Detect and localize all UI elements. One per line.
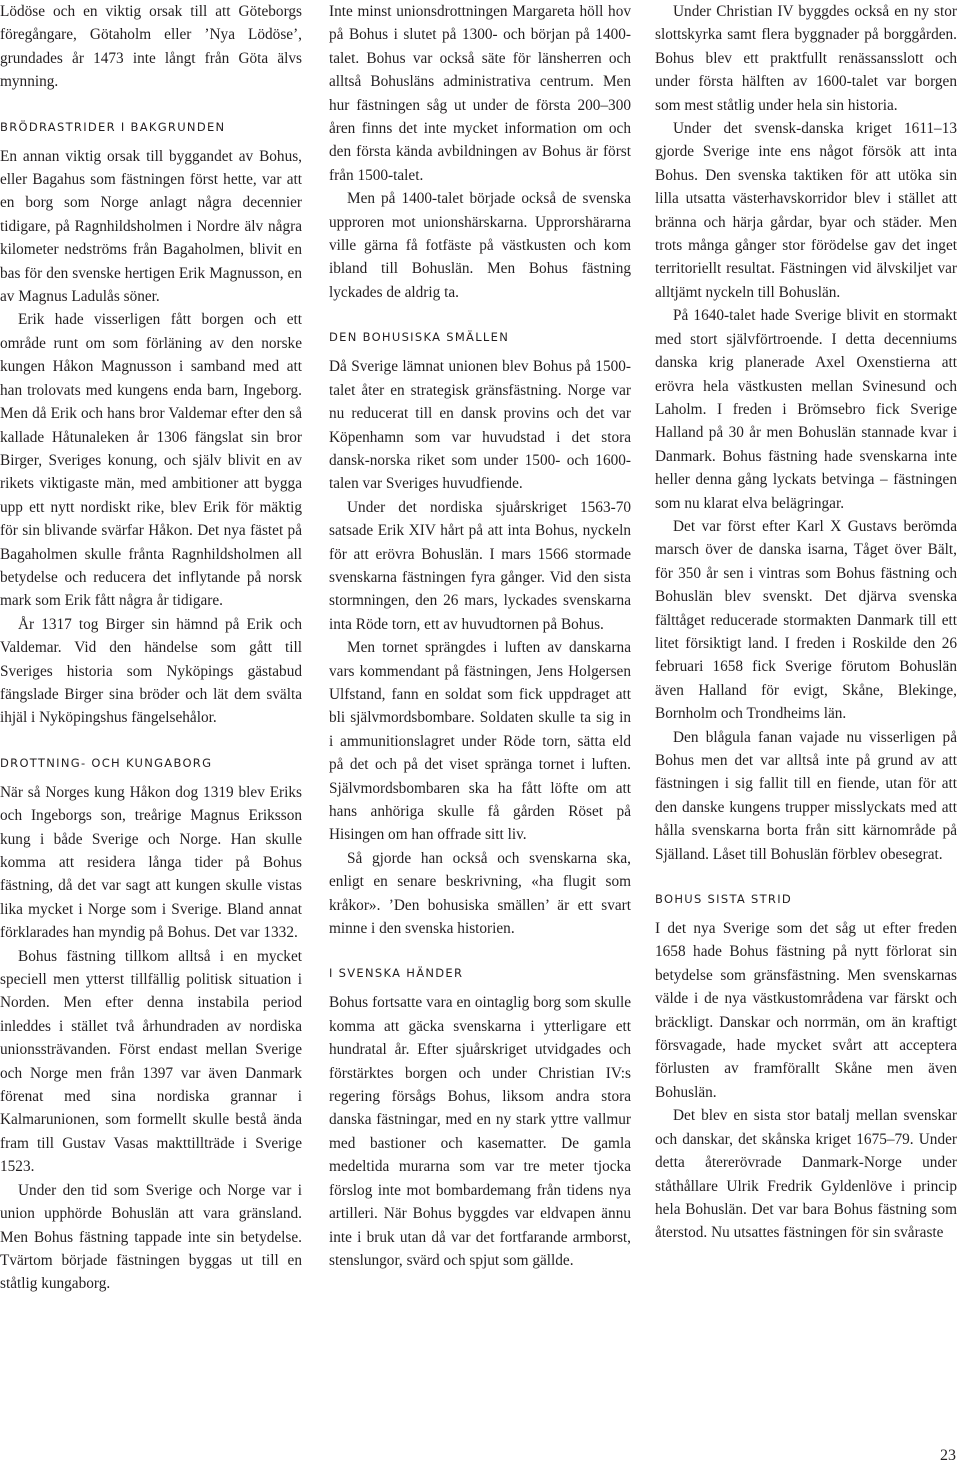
paragraph: Det var först efter Karl X Gustavs berömda marsch över de danska isarna, Tåget över Bält, för 350 år sen i vintras som Bohus fästning och Bohuslän blev svenskt. Det djärva svenska fälttåget reducerade stormakten Danmark till ett litet försiktigt land. I freden i Roskilde den 26 februari 1658 fick Sverige förutom Bohuslän även Halland för evigt, Skåne, Blekinge, Bornholm och Trondheims län.	[655, 517, 957, 723]
paragraph: Under det svensk-danska kriget 1611–13 gjorde Sverige inte ens något försök att inta Bohus. Den svenska taktiken för att utöka sin lilla utsatta västerhavskorridor blev i stället att bränna och härja gårdar, byar och städer. Men trots många gånger stor förödelse gav det inget territoriellt resultat. Fästningen vid älvskiljet var alltjämt nyckeln till Bohuslän.	[655, 120, 957, 301]
paragraph: Det blev en sista stor batalj mellan svenskar och danskar, det skånska kriget 1675–79. Under detta återerövrade Danmark-Norge under ståthållare Ulrik Fredrik Gyldenlöve i princip hela Bohuslän. Det var bara Bohus fästning som återstod. Nu utsattes fästningen för sin svåraste	[655, 1107, 957, 1242]
text-column-2	[329, 0, 631, 1430]
section-heading: BRÖDRASTRIDER I BAKGRUNDEN	[0, 119, 226, 134]
paragraph: Då Sverige lämnat unionen blev Bohus på 1500-talet åter en strategisk gränsfästning. Norge var nu reducerat till en dansk provins och det var Köpenhamn som var huvudstad i det stora dansk-norska riket som under 1500- och 1600-talen var Sveriges huvudfiende.	[329, 358, 631, 493]
section-heading: DEN BOHUSISKA SMÄLLEN	[329, 330, 510, 345]
paragraph: En annan viktig orsak till byggandet av Bohus, eller Bagahus som fästningen först hette, var att en borg som Norge anlagt några decennier tidigare, på Ragnhildsholmen i Nordre älv några kilometer nedströms från Bagaholmen, blivit en bas för den svenske hertigen Erik Magnusson, en av Magnus Ladulås söner.	[0, 147, 302, 306]
paragraph: I det nya Sverige som det såg ut efter freden 1658 hade Bohus fästning på nytt förlorat sin betydelse som gränsfästning. Men svenskarnas välde i de nya västkustområdena var färskt och bräckligt. Danskar och norrmän, om än kraftigt försvagade, hade mycket svårt att acceptera förlusten av framförallt Skåne men även Bohuslän.	[655, 920, 957, 1101]
paragraph: Bohus fortsatte vara en ointaglig borg som skulle komma att gäcka svenskarna i ytterligare ett hundratal år. Efter sjuårskriget utvidgades och förstärktes borgen och under Christian IV:s regering försågs Bohus, liksom andra stora danska fästningar, med en ny stark yttre vallmur med bastioner och kasematter. De gamla medeltida murarna som var tre meter tjocka förslog inte mot bombardemang från tidens nya artilleri. När Bohus byggdes var eldvapen ännu inte i bruk utan då var det fortfarande armborst, stenslungor, svärd och spjut som gällde.	[329, 994, 631, 1269]
paragraph: Erik hade visserligen fått borgen och ett område runt om som förläning av den norske kungen Håkon Magnusson i samband med att han trolovats med kungens enda barn, Ingeborg. Men då Erik och hans bror Valdemar efter den så kallade Håtunaleken år 1306 fängslat sin bror Birger, Sveriges konung, och själv blivit en av rikets viktigaste män, med ambitioner att bygga upp ett nytt nordiskt rike, blev Erik för mäktig för sin blivande svärfar Håkon. Det nya fästet på Bagaholmen skulle frånta Ragnhildsholmen all betydelse och reducera det inflytande på norsk mark som Erik fått några år tidigare.	[0, 311, 302, 610]
text-column-1	[0, 0, 302, 1430]
section-heading: I SVENSKA HÄNDER	[329, 966, 464, 981]
paragraph: Lödöse och en viktig orsak till att Göteborgs föregångare, Götaholm eller ’Nya Lödöse’, grundades år 1473 inte långt från Göta älvs mynning.	[0, 3, 302, 91]
paragraph: Den blågula fanan vajade nu visserligen på Bohus men det var alltså inte på grund av att fästningen i sig fallit till en fiende, utan för att den danske kungens trupper misslyckats med att hålla svenskarna borta från sitt kärnområde på Själland. Låset till Bohuslän förblev obesegrat.	[655, 728, 957, 863]
paragraph: Men på 1400-talet började också de svenska upproren mot unionshärskarna. Upprorshärarna ville gärna få fotfäste på västkusten och kom ibland till Bohuslän. Men Bohus fästning lyckades de aldrig ta.	[329, 190, 631, 301]
paragraph: Under Christian IV byggdes också en ny stor slottskyrka samt flera byggnader på borggården. Bohus blev ett praktfullt renässansslott och under första hälften av 1600-talet var borgen som mest ståtlig under hela sin historia.	[655, 3, 957, 114]
paragraph: Under det nordiska sjuårskriget 1563-70 satsade Erik XIV hårt på att inta Bohus, nyckeln för att erövra Bohuslän. I mars 1566 stormade svenskarna fästningen fyra gånger. Vid den sista stormningen, den 26 mars, lyckades svenskarna inta Röde torn, ett av huvudtornen på Bohus.	[329, 498, 631, 633]
paragraph: När så Norges kung Håkon dog 1319 blev Eriks och Ingeborgs son, treårige Magnus Eriksson kung i både Sverige och Norge. Han skulle komma att residera långa tider på Bohus fästning, då det var sagt att kungen skulle vistas lika mycket i Norge som i Sverige. Bland annat förklarades han myndig på Bohus. Det var 1332.	[0, 783, 302, 942]
paragraph: Bohus fästning tillkom alltså i en mycket speciell men ytterst tillfällig politisk situation i Norden. Men efter denna instabila period inleddes i stället två århundraden av nordiska unionssträvanden. Först endast mellan Sverige och Norge men från 1397 var även Danmark förenat med sina nordiska grannar i Kalmarunionen, som formellt skulle bestå ända fram till Gustav Vasas makttillträde i Sverige 1523.	[0, 947, 302, 1176]
section-heading: DROTTNING- OCH KUNGABORG	[0, 755, 213, 770]
text-column-3	[655, 0, 957, 1430]
paragraph: Så gjorde han också och svenskarna ska, enligt en senare beskrivning, «ha flugit som kråkor». ’Den bohusiska smällen’ är ett svart minne i den svenska historien.	[329, 849, 631, 938]
page-number: 23	[940, 1447, 956, 1464]
paragraph: Men tornet sprängdes i luften av danskarna vars kommendant på fästningen, Jens Holgersen Ulfstand, fann en soldat som fick uppdraget att bli självmordsbombare. Soldaten skulle ta sig in i ammunitionslagret under Röde torn, sätta eld på det och på det viset spränga tornet i luften. Självmordsbombaren ska ha fått löfte om att hans anhöriga skulle få gården Röset på Hisingen om han offrade sitt liv.	[329, 639, 631, 844]
section-heading: BOHUS SISTA STRID	[655, 892, 793, 907]
paragraph: Under den tid som Sverige och Norge var i union upphörde Bohuslän att vara gränsland. Men Bohus fästning tappade inte sin betydelse. Tvärtom började fästningen byggas ut till en ståtlig kungaborg.	[0, 1181, 302, 1293]
paragraph: På 1640-talet hade Sverige blivit en stormakt med stort självförtroende. I detta decenniums danska krig planerade Axel Oxenstierna att erövra hela västkusten mellan Svinesund och Laholm. I freden i Brömsebro fick Sverige Halland på 30 år men Bohuslän stannade kvar i Danmark. Bohus fästning hade svenskarna inte heller denna gång lyckats betvinga – fästningen som nu klarat elva belägringar.	[655, 307, 957, 512]
paragraph: Inte minst unionsdrottningen Margareta höll hov på Bohus i slutet på 1300- och början på 1400-talet. Bohus var också säte för länsherren och alltså Bohusläns administrativa centrum. Men hur fästningen såg ut under de första 200–300 åren finns det inte mycket information om och den första kända avbildningen av Bohus är först från 1500-talet.	[329, 3, 631, 184]
paragraph: År 1317 tog Birger sin hämnd på Erik och Valdemar. Vid den händelse som gått till Sveriges historia som Nyköpings gästabud fängslade Birger sina bröder och lät dem svälta ihjäl i Nyköpingshus fängelsehålor.	[0, 615, 302, 727]
